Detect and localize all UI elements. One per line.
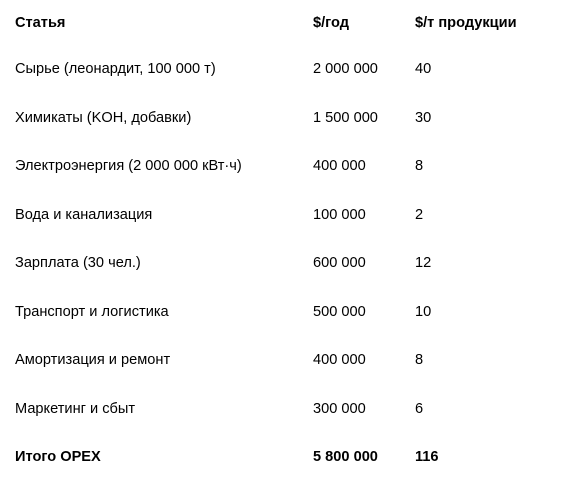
row-per-ton: 10: [415, 303, 432, 320]
row-per-ton: 30: [415, 109, 432, 126]
row-per-year: 100 000: [313, 206, 366, 223]
header-per-year: $/год: [313, 14, 350, 31]
header-per-ton: $/т продукции: [415, 14, 517, 31]
header-item: Статья: [15, 14, 66, 31]
table-row: [0, 191, 565, 240]
row-item: Вода и канализация: [15, 206, 153, 223]
row-item: Маркетинг и сбыт: [15, 400, 136, 417]
table-row: [0, 288, 565, 337]
row-per-ton: 12: [415, 255, 432, 272]
total-label: Итого OPEX: [15, 449, 101, 466]
total-per-year: 5 800 000: [313, 449, 378, 466]
table-header-row: [0, 0, 565, 45]
row-per-year: 2 000 000: [313, 61, 378, 78]
row-per-ton: 2: [415, 206, 424, 223]
table-row: [0, 336, 565, 385]
table-row: [0, 239, 565, 288]
table-row: [0, 94, 565, 143]
row-per-year: 600 000: [313, 255, 366, 272]
row-item: Сырье (леонардит, 100 000 т): [15, 61, 216, 78]
row-per-ton: 8: [415, 352, 424, 369]
row-per-year: 400 000: [313, 158, 366, 175]
row-per-year: 1 500 000: [313, 109, 378, 126]
table-row: [0, 142, 565, 191]
total-row: [0, 433, 565, 482]
row-item: Транспорт и логистика: [15, 303, 169, 320]
row-item: Зарплата (30 чел.): [15, 255, 141, 272]
table-row: [0, 45, 565, 94]
total-per-ton: 116: [415, 449, 439, 466]
table-row: [0, 385, 565, 434]
row-per-ton: 6: [415, 400, 424, 417]
row-per-year: 400 000: [313, 352, 366, 369]
row-per-ton: 8: [415, 158, 424, 175]
row-item: Электроэнергия (2 000 000 кВт·ч): [15, 158, 242, 175]
row-per-year: 500 000: [313, 303, 366, 320]
row-per-year: 300 000: [313, 400, 366, 417]
row-per-ton: 40: [415, 61, 432, 78]
row-item: Амортизация и ремонт: [15, 352, 171, 369]
row-item: Химикаты (KOH, добавки): [15, 109, 192, 126]
